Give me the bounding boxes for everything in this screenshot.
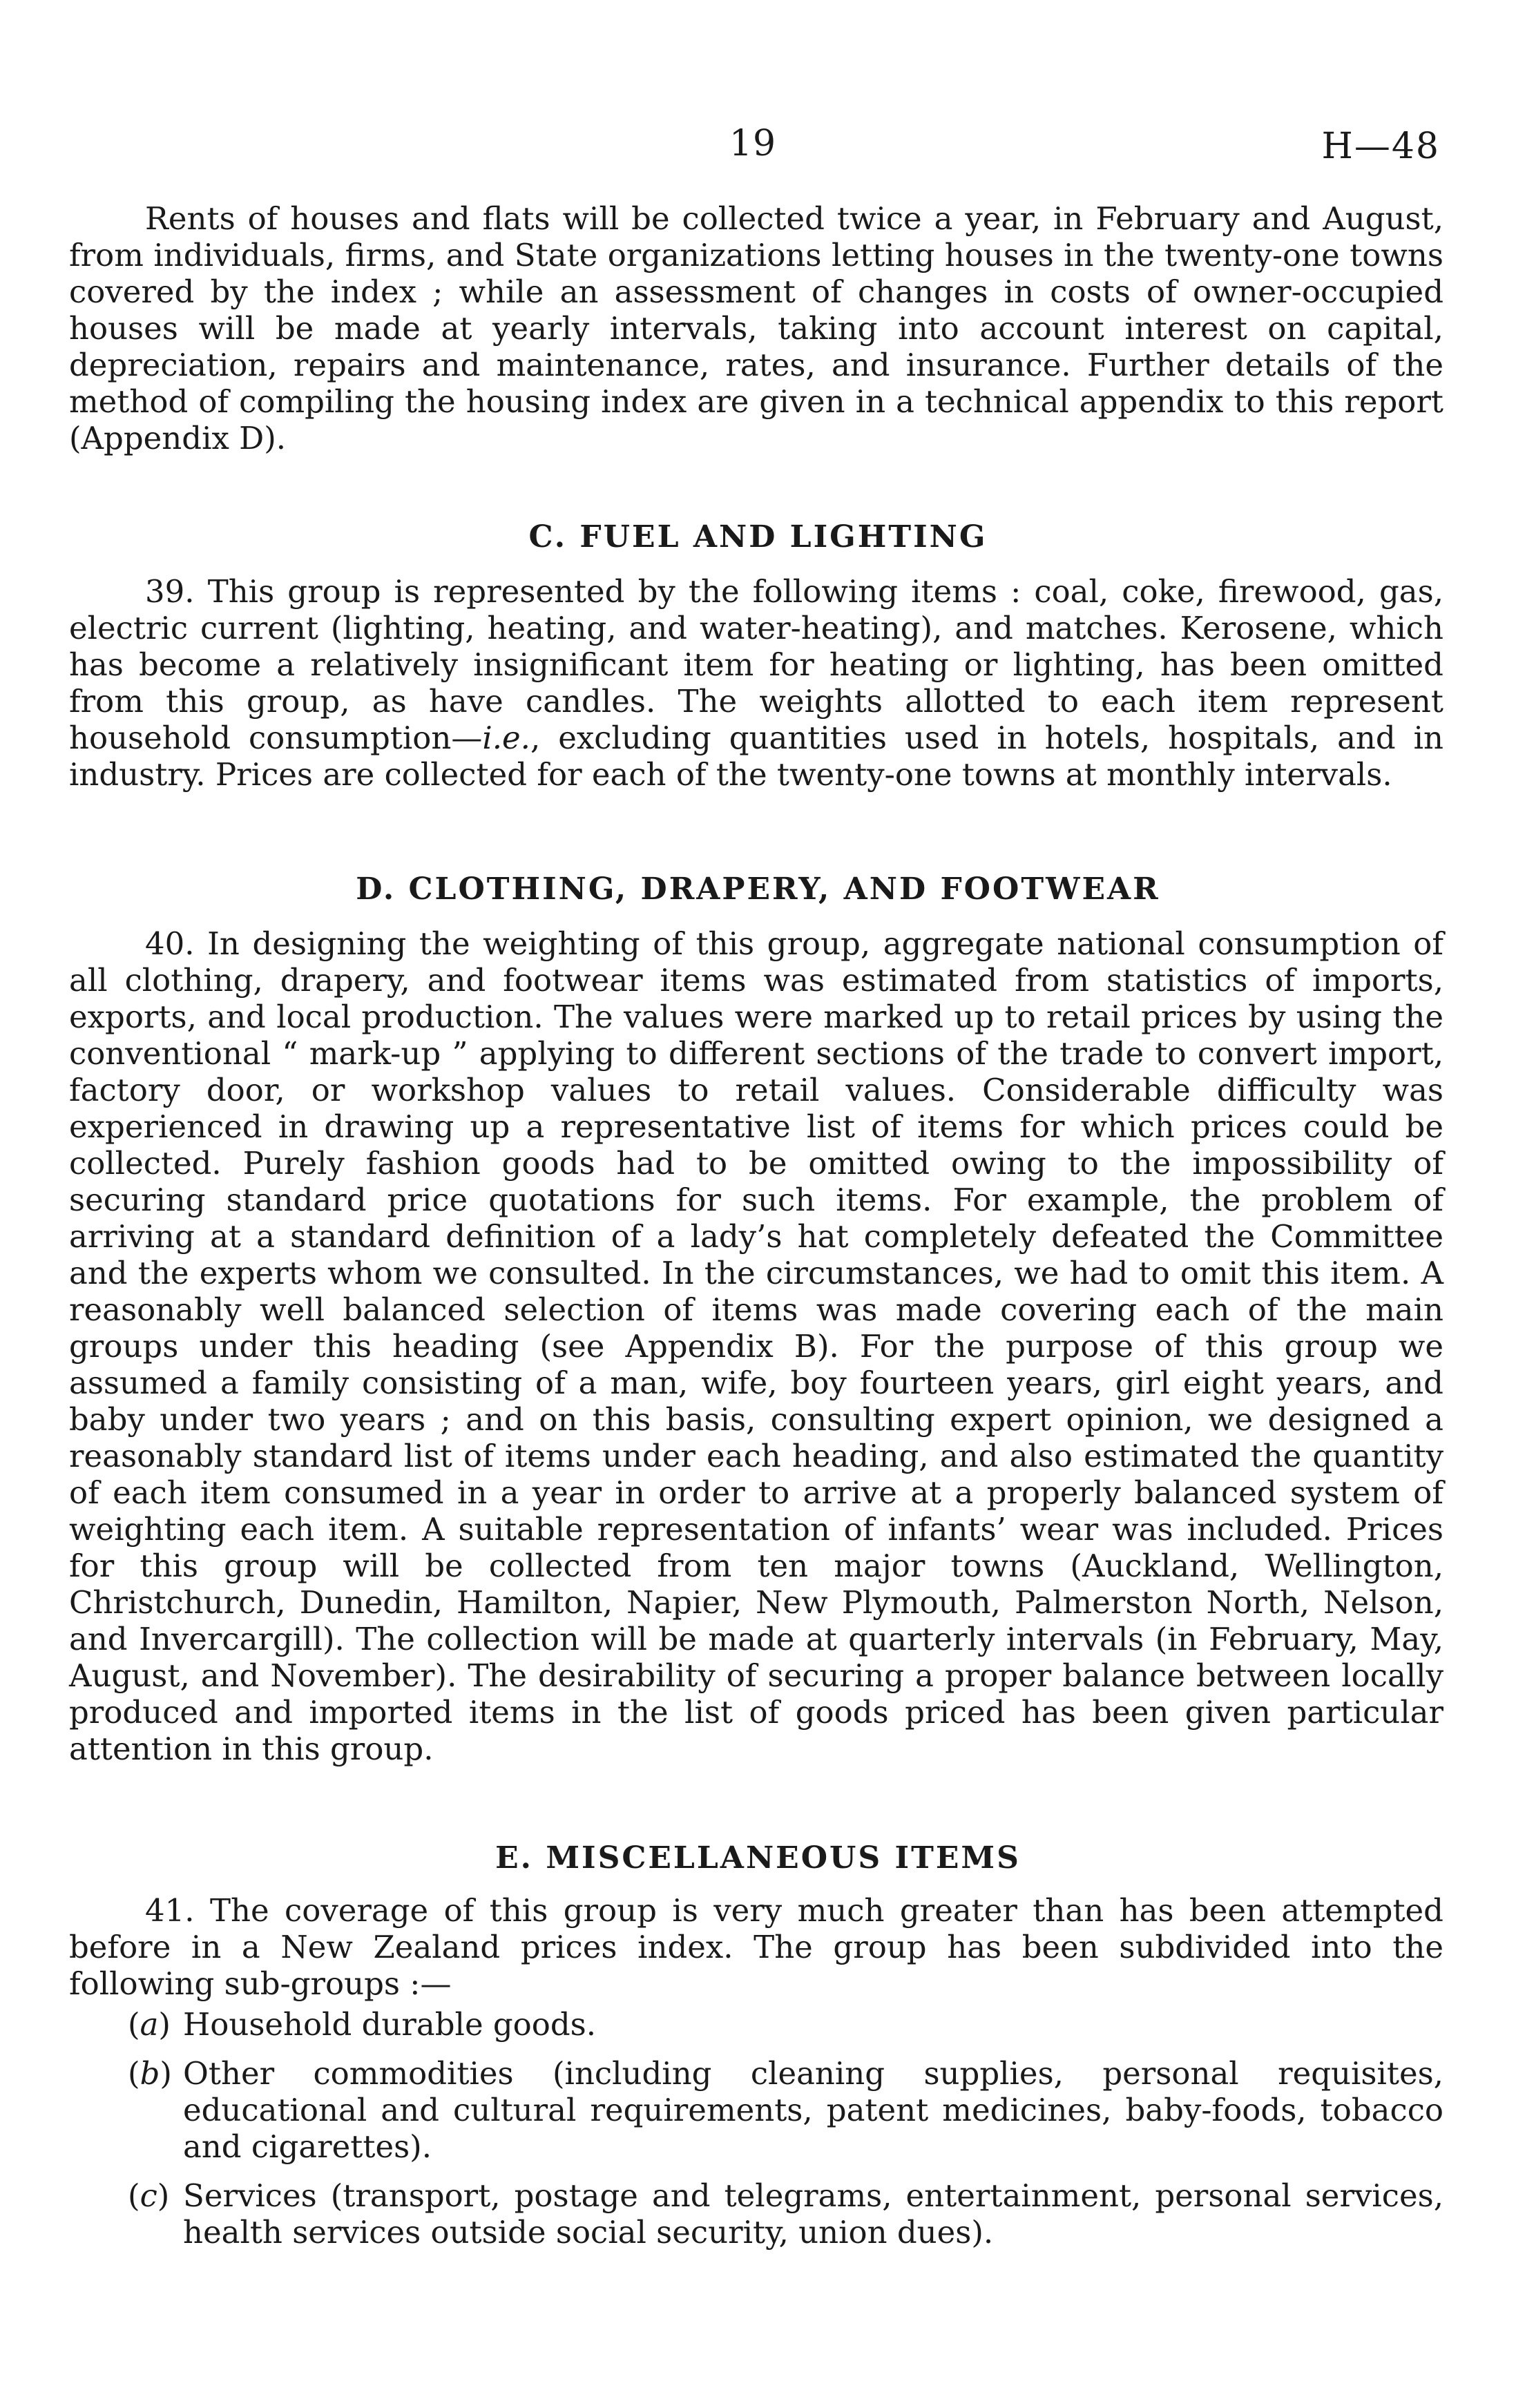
list-item (128, 2055, 1443, 2165)
sub-group-list (128, 2006, 1443, 2263)
section-d-paragraph (69, 925, 1443, 1767)
list-item-text: Household durable goods. (183, 2006, 597, 2043)
paragraph-number: 40. (145, 925, 195, 962)
section-e-paragraph (69, 1892, 1443, 2002)
list-marker: (b) (128, 2055, 172, 2092)
section-d-heading: D. CLOTHING, DRAPERY, AND FOOTWEAR (356, 871, 1160, 907)
paragraph-text: In designing the weighting of this group, aggregate national consumption of all clothing, drapery, and footwear items was estimated from statistics of imports, exports, and local production. The values were marked up to retail prices by using the conventional “ mark-up ” applying to different sections of the trade to convert import, factory door, or workshop values to retail values. Considerable difficulty was experienced in drawing up a representative list of items for which prices could be collected. Purely fashion goods had to be omitted owing to the impossibility of securing standard price quotations for such items. For example, the problem of arriving at a standard definition of a lady’s hat completely defeated the Committee and the experts whom we consulted. In the circumstances, we had to omit this item. A reasonably well balanced selection of items was made covering each of the main groups under this heading (see Appendix B). For the purpose of this group we assumed a family consisting of a man, wife, boy fourteen years, girl eight years, and baby under two years ; and on this basis, consulting expert opinion, we designed a reasonably standard list of items under each heading, and also estimated the quantity of each item consumed in a year in order to arrive at a properly balanced system of weighting each item. A suitable representation of infants’ wear was included. Prices for this group will be collected from ten major towns (Auckland, Wellington, Christchurch, Dunedin, Hamilton, Napier, New Plymouth, Palmerston North, Nelson, and Invercargill). The collection will be made at quarterly intervals (in February, May, August, and November). The desirability of securing a proper balance between locally produced and imported items in the list of goods priced has been given particular attention in this group. (69, 925, 1444, 1767)
list-marker: (c) (128, 2177, 170, 2214)
paragraph-number: 39. (145, 573, 195, 610)
list-marker: (a) (128, 2006, 171, 2043)
list-item (128, 2177, 1443, 2251)
paragraph-text: , excluding quantities used in hotels, hospitals, and in industry. Prices are collected for each of the twenty-one towns at monthly intervals. (69, 720, 1443, 793)
paragraph-text: This group is represented by the following items : coal, coke, firewood, gas, electric current (lighting, heating, and water-heating), and matches. Kerosene, which has become a relatively insignificant item for heating or lighting, has been omitted from this group, as have candles. The weights allotted to each item represent household consumption— (69, 573, 1443, 756)
list-item-text: Other commodities (including cleaning supplies, personal requisites, educational and cultural requirements, patent medicines, baby-foods, tobacco and cigarettes). (183, 2055, 1443, 2165)
page-number: 19 (729, 123, 777, 164)
ie-abbreviation: i.e. (482, 720, 530, 756)
section-c-paragraph (69, 573, 1443, 793)
list-item (128, 2006, 1443, 2043)
paragraph-number: 41. (145, 1892, 195, 1929)
list-item-text: Services (transport, postage and telegrams, entertainment, personal services, health services outside social security, union dues). (183, 2177, 1443, 2251)
document-code: H—48 (1321, 126, 1440, 167)
intro-paragraph: Rents of houses and flats will be collected twice a year, in February and August, from individuals, firms, and State organizations letting houses in the twenty-one towns covered by the index ; while an assessment of changes in costs of owner-occupied houses will be made at yearly intervals, taking into account interest on capital, depreciation, repairs and maintenance, rates, and insurance. Further details of the method of compiling the housing index are given in a technical appendix to this report (Appendix D). (69, 200, 1443, 456)
section-e-heading: E. MISCELLANEOUS ITEMS (495, 1840, 1021, 1876)
paragraph-text: The coverage of this group is very much greater than has been attempted before in a New Zealand prices index. The group has been subdivided into the following sub-groups :— (69, 1892, 1443, 2002)
section-c-heading: C. FUEL AND LIGHTING (528, 519, 988, 555)
